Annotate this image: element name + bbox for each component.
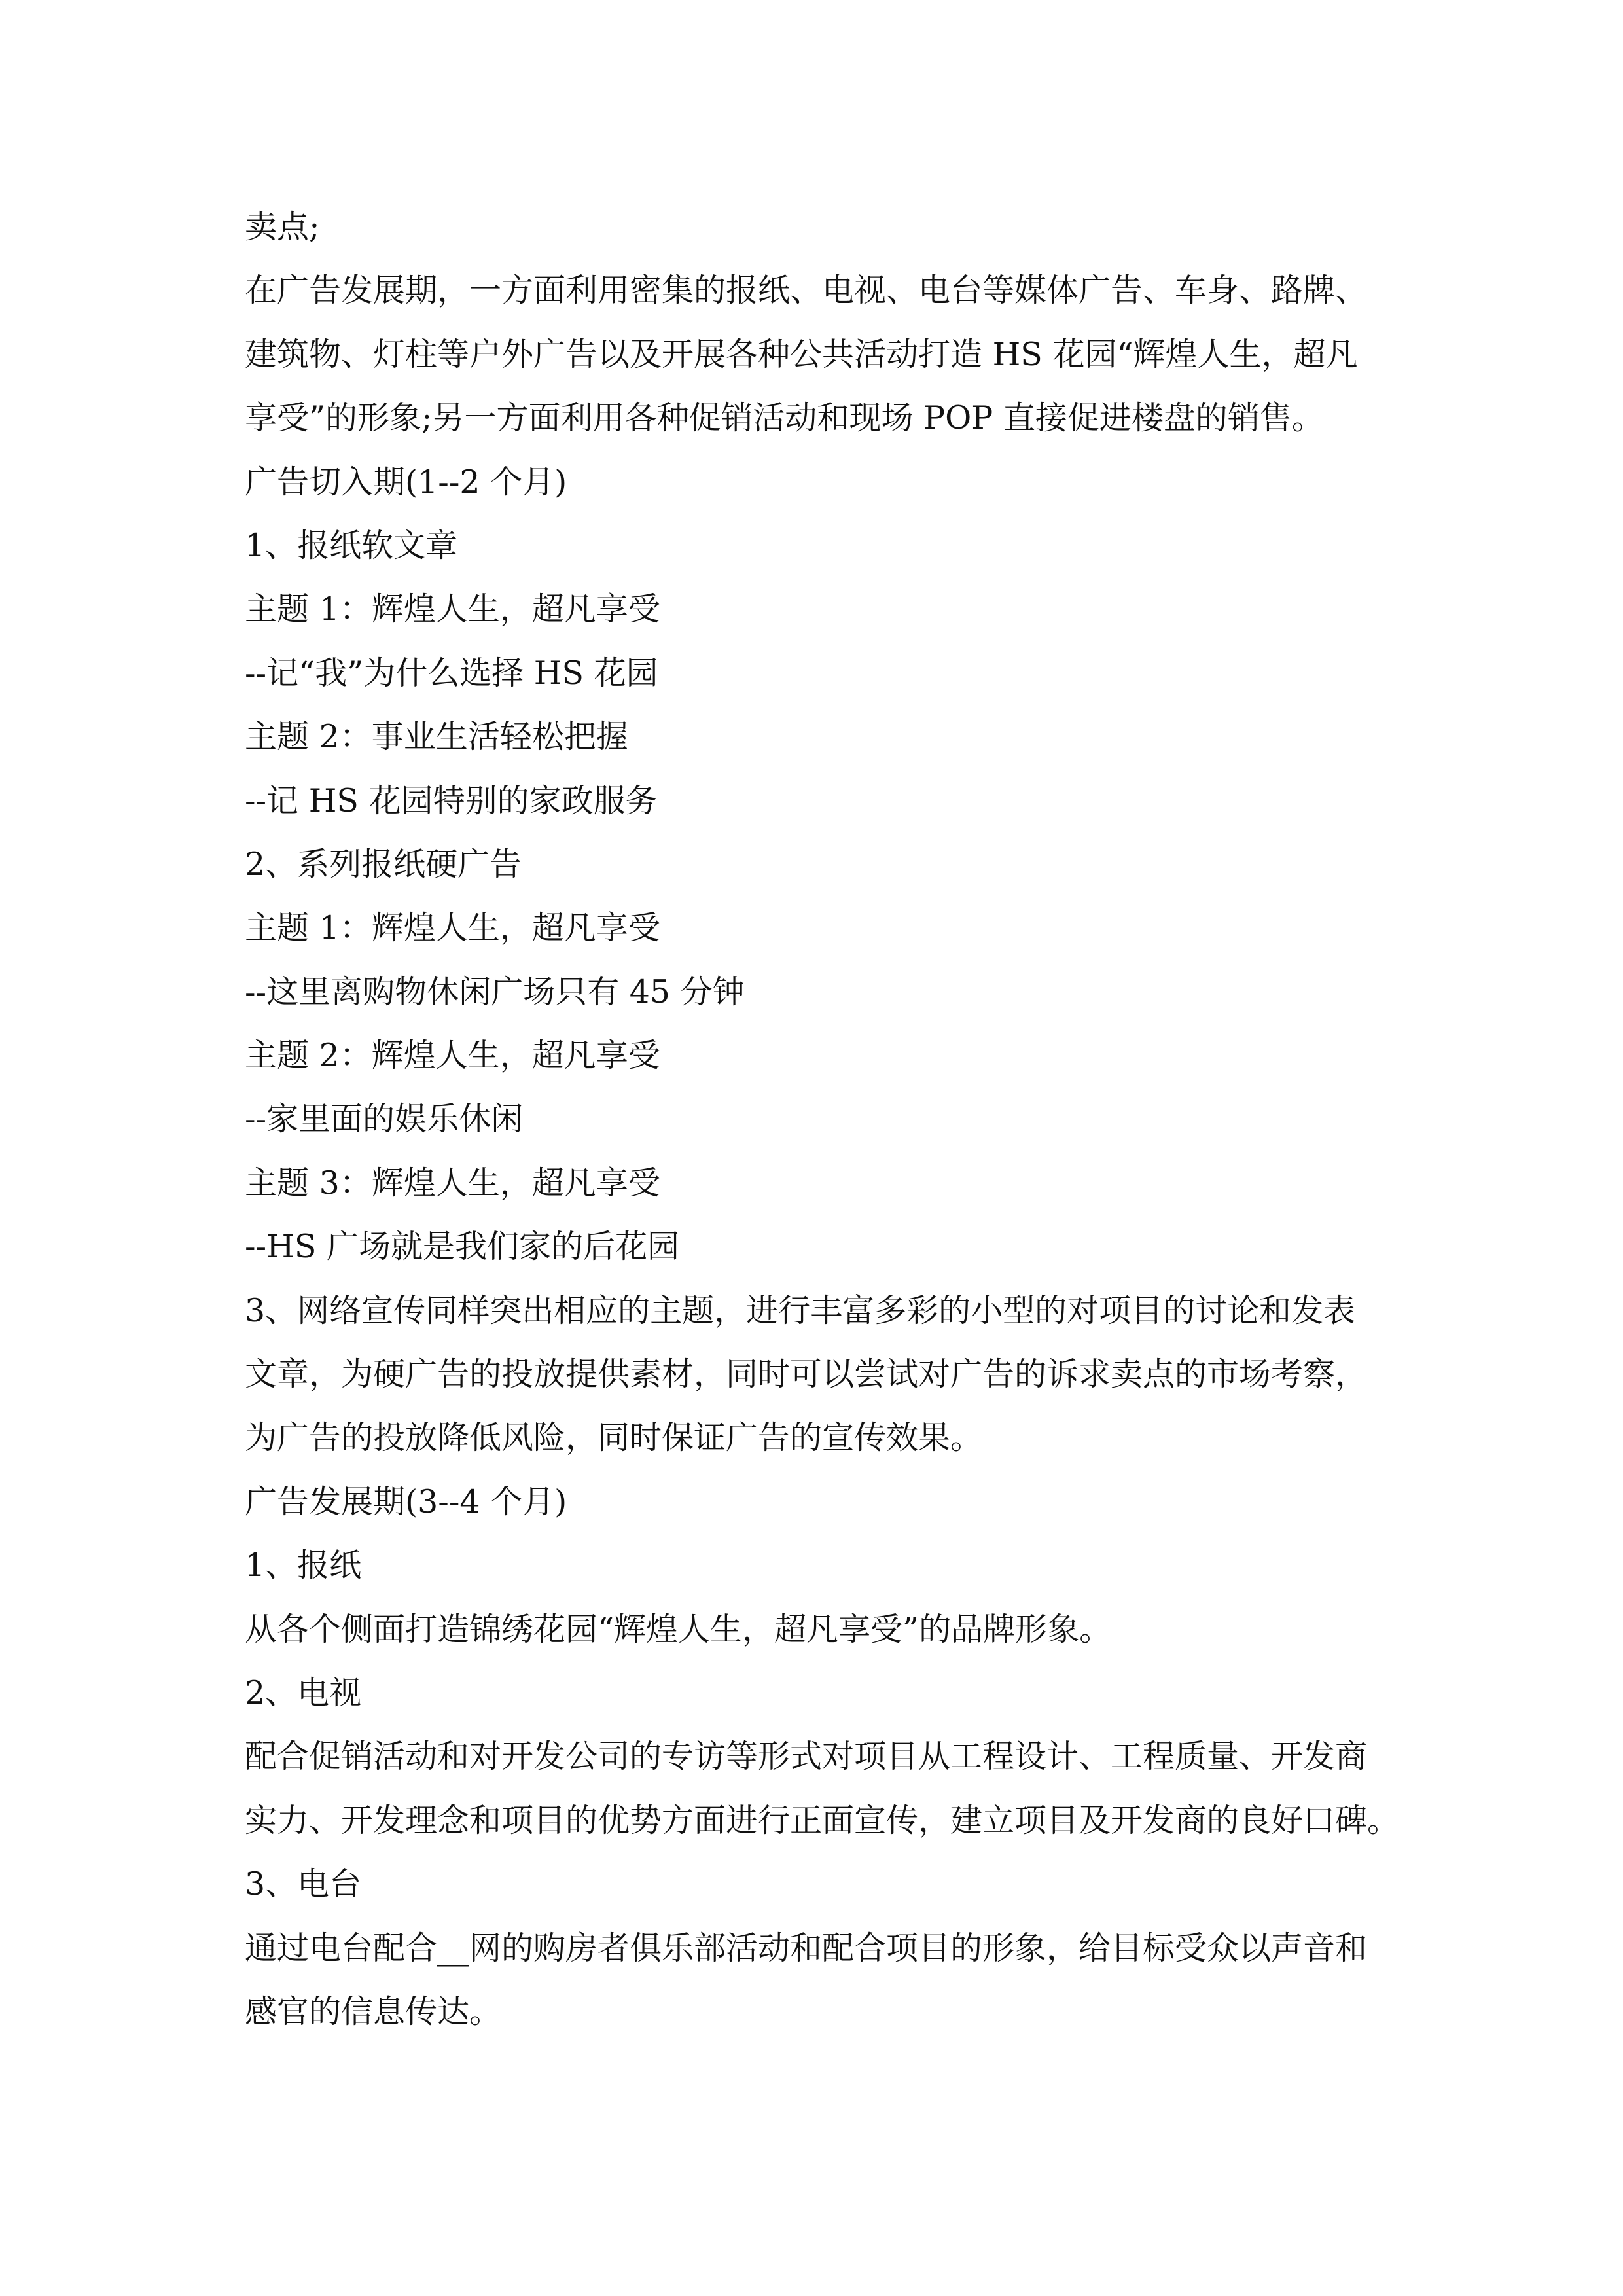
- paragraph-line: 在广告发展期，一方面利用密集的报纸、电视、电台等媒体广告、车身、路牌、: [245, 272, 1368, 310]
- text-line-selling-point: 卖点;: [245, 208, 320, 245]
- paragraph-line: 享受”的形象;另一方面利用各种促销活动和现场 POP 直接促进楼盘的销售。: [245, 399, 1324, 437]
- theme-line: 主题 1：辉煌人生，超凡享受: [245, 909, 660, 947]
- theme-line: 主题 2：辉煌人生，超凡享受: [245, 1037, 660, 1075]
- theme-line: 主题 2：事业生活轻松把握: [245, 718, 628, 756]
- subtheme-line: --HS 广场就是我们家的后花园: [245, 1228, 679, 1266]
- theme-line: 主题 1：辉煌人生，超凡享受: [245, 590, 660, 628]
- subtheme-line: --这里离购物休闲广场只有 45 分钟: [245, 973, 745, 1011]
- subtheme-line: --记“我”为什么选择 HS 花园: [245, 654, 658, 692]
- paragraph-line: 3、网络宣传同样突出相应的主题，进行丰富多彩的小型的对项目的讨论和发表: [245, 1291, 1356, 1329]
- list-item-heading: 2、电视: [245, 1674, 362, 1712]
- paragraph-line: 建筑物、灯柱等户外广告以及开展各种公共活动打造 HS 花园“辉煌人生，超凡: [245, 335, 1358, 373]
- theme-line: 主题 3：辉煌人生，超凡享受: [245, 1164, 660, 1202]
- list-item-heading: 3、电台: [245, 1865, 362, 1903]
- paragraph-line: 配合促销活动和对开发公司的专访等形式对项目从工程设计、工程质量、开发商: [245, 1738, 1368, 1776]
- section-heading: 广告发展期(3--4 个月): [245, 1482, 567, 1520]
- paragraph-line: 通过电台配合__网的购房者俱乐部活动和配合项目的形象，给目标受众以声音和: [245, 1929, 1368, 1967]
- subtheme-line: --家里面的娱乐休闲: [245, 1100, 524, 1138]
- document-body: [245, 195, 1400, 2043]
- list-item-heading: 1、报纸软文章: [245, 526, 458, 564]
- paragraph-line: 从各个侧面打造锦绣花园“辉煌人生，超凡享受”的品牌形象。: [245, 1610, 1112, 1648]
- section-heading: 广告切入期(1--2 个月): [245, 463, 567, 501]
- paragraph-line: 文章，为硬广告的投放提供素材，同时可以尝试对广告的诉求卖点的市场考察，: [245, 1355, 1368, 1393]
- paragraph-line: 感官的信息传达。: [245, 1992, 502, 2030]
- list-item-heading: 1、报纸: [245, 1547, 362, 1585]
- paragraph-line: 为广告的投放降低风险，同时保证广告的宣传效果。: [245, 1419, 983, 1457]
- list-item-heading: 2、系列报纸硬广告: [245, 845, 522, 883]
- paragraph-line: 实力、开发理念和项目的优势方面进行正面宣传，建立项目及开发商的良好口碑。: [245, 1801, 1400, 1839]
- subtheme-line: --记 HS 花园特别的家政服务: [245, 781, 658, 819]
